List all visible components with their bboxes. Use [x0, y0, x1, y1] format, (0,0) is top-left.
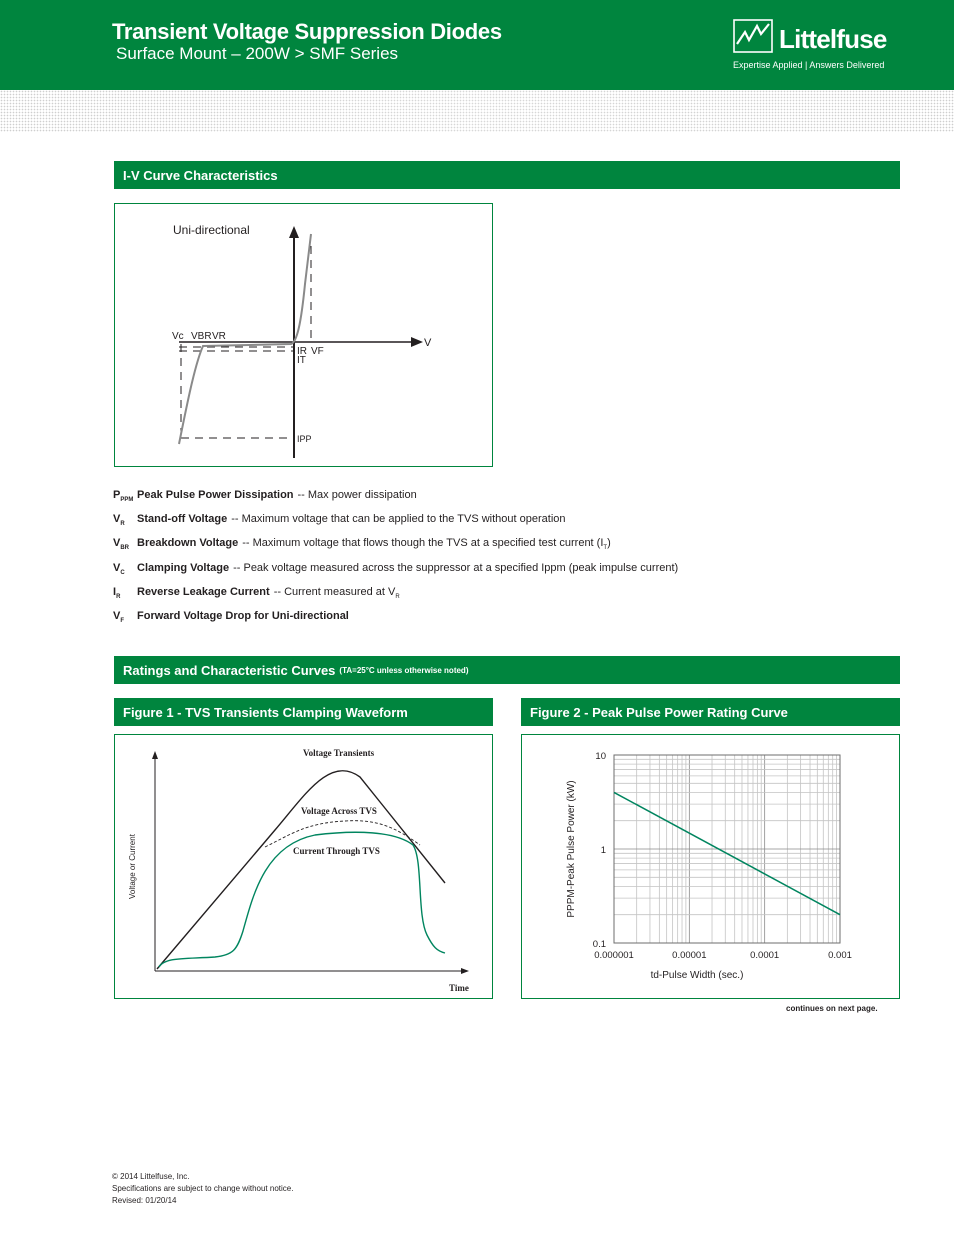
y-axis-label: PPPM-Peak Pulse Power (kW) [566, 780, 577, 918]
iv-section-bar [114, 161, 900, 189]
y-tick-label: 1 [600, 845, 606, 856]
definition-symbol: $V_{BR}$ [113, 537, 130, 552]
x-tick-label: 0.0001 [750, 950, 780, 961]
current-axis-arrow-icon [289, 226, 299, 238]
definition-row [113, 486, 678, 510]
label-uni-directional: Uni-directional [173, 223, 250, 237]
definition-term: Clamping Voltage [137, 561, 230, 574]
logo-wordmark: Littelfuse [779, 24, 887, 54]
svg-text:IPP: IPP [297, 434, 312, 444]
definition-row [113, 607, 678, 631]
logo-tagline: Expertise Applied | Answers Delivered [733, 60, 885, 70]
definition-term: Breakdown Voltage [137, 537, 239, 550]
ratings-section-bar [114, 656, 900, 684]
svg-text:IT: IT [297, 355, 306, 366]
y-tick-label: 10 [595, 751, 606, 762]
littelfuse-logo [733, 18, 903, 78]
label-voltage-transients: Voltage Transients [303, 748, 375, 758]
definition-symbol: $V_R$ [113, 513, 125, 528]
figure2-title: Figure 2 - Peak Pulse Power Rating Curve [530, 704, 788, 720]
definition-row [113, 534, 678, 558]
x-axis-arrow-icon [461, 968, 469, 974]
footer-revised: Revised: 01/20/14 [112, 1196, 177, 1205]
definition-desc: -- Maximum voltage that can be applied to the TVS without operation [231, 513, 566, 526]
y-axis-label: Voltage or Current [128, 834, 137, 899]
definition-term: Reverse Leakage Current [137, 585, 270, 598]
page-title: Transient Voltage Suppression Diodes [112, 19, 502, 44]
x-tick-label: 0.00001 [672, 950, 707, 961]
definition-term: Forward Voltage Drop for Uni-directional [137, 609, 349, 622]
x-tick-label: 0.000001 [594, 950, 634, 961]
ratings-section-note: (TA=25°C unless otherwise noted) [339, 665, 469, 675]
svg-text:VF: VF [311, 346, 324, 357]
footer-copyright: © 2014 Littelfuse, Inc. [112, 1172, 190, 1181]
voltage-transient-curve [157, 771, 445, 969]
svg-text:Vc: Vc [172, 331, 184, 342]
definition-term: Stand-off Voltage [137, 513, 228, 526]
definition-row [113, 559, 678, 583]
svg-text:V: V [424, 337, 432, 349]
svg-text:IR: IR [297, 346, 307, 357]
definition-desc: -- Peak voltage measured across the suppressor at a specified Ippm (peak impulse current) [233, 561, 679, 574]
voltage-axis-arrow-icon [411, 337, 423, 347]
y-axis-arrow-icon [152, 751, 158, 759]
iv-curve-diagram [114, 203, 493, 467]
page-subtitle: Surface Mount – 200W > SMF Series [116, 44, 399, 63]
x-axis-label: Time [449, 983, 469, 993]
figure2-title-bar [521, 698, 900, 726]
figure1-title-bar [114, 698, 493, 726]
continues-note: continues on next page. [786, 1004, 878, 1013]
iv-section-title: I-V Curve Characteristics [123, 167, 278, 183]
definition-symbol: $V_C$ [113, 561, 125, 576]
logo-mark-icon [733, 18, 775, 54]
label-voltage-across-tvs: Voltage Across TVS [301, 806, 377, 816]
figure2-chart [521, 734, 900, 999]
definition-symbol: $I_R$ [113, 585, 121, 600]
svg-text:VR: VR [212, 331, 226, 342]
x-axis-label: td-Pulse Width (sec.) [650, 970, 744, 981]
footer-notice: Specifications are subject to change without notice. [112, 1184, 294, 1193]
svg-text:VBR: VBR [191, 331, 212, 342]
page-footer [112, 1171, 293, 1207]
voltage-across-tvs-curve [265, 821, 420, 847]
x-tick-label: 0.001 [828, 950, 852, 961]
label-current-through-tvs: Current Through TVS [293, 846, 380, 856]
definition-symbol: $P_{PPM}$ [113, 489, 134, 504]
definition-desc: -- Max power dissipation [297, 489, 417, 501]
figure1-title: Figure 1 - TVS Transients Clamping Waveform [123, 704, 408, 720]
definition-row [113, 510, 678, 534]
definitions-list [113, 486, 678, 631]
figure1-waveform [114, 734, 493, 999]
ratings-section-title: Ratings and Characteristic Curves [123, 662, 336, 678]
definition-desc: -- Current measured at $V_R$ [273, 585, 400, 600]
definition-symbol: $V_F$ [113, 609, 125, 625]
definition-term: Peak Pulse Power Dissipation [137, 489, 294, 501]
definition-row [113, 583, 678, 607]
y-tick-label: 0.1 [592, 939, 606, 950]
page-header [0, 0, 954, 90]
definition-desc: -- Maximum voltage that flows though the TVS at a specified test current $(I_T)$ [242, 537, 611, 552]
